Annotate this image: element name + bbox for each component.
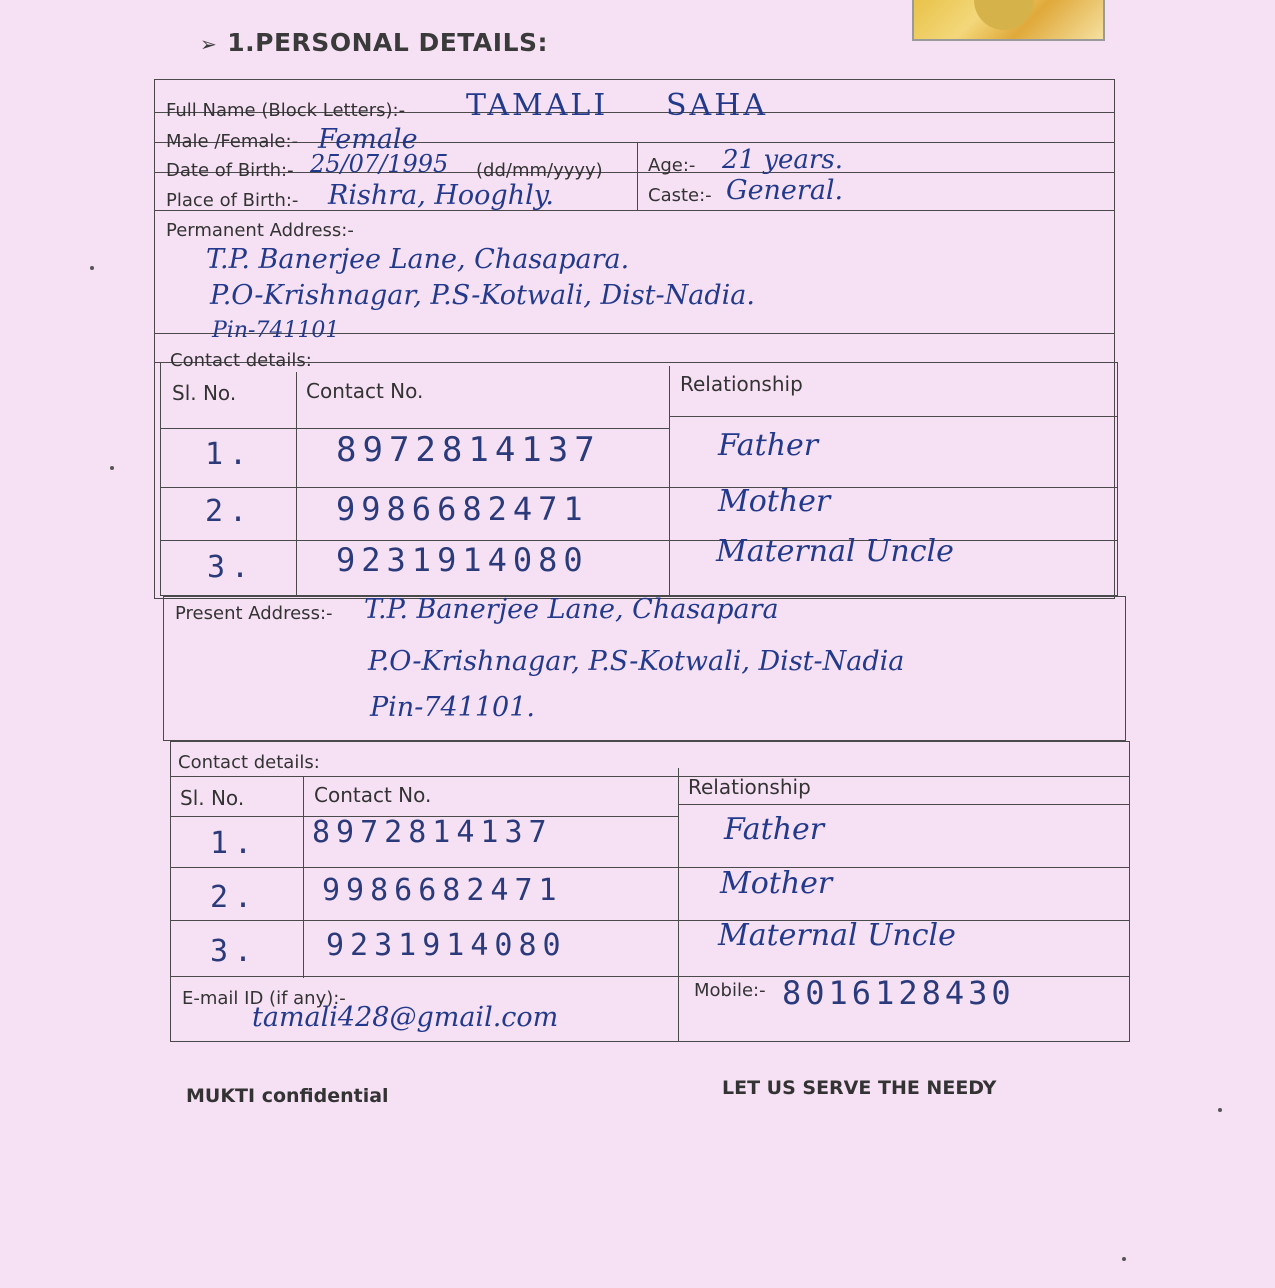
relationship-header-1: Relationship (680, 372, 803, 396)
footer-right: LET US SERVE THE NEEDY (722, 1077, 997, 1099)
contact-details-title-2: Contact details: (178, 752, 320, 773)
relationship-header-2: Relationship (688, 775, 811, 799)
rule (154, 172, 1115, 173)
table-row: 8972814137 (336, 430, 601, 470)
rule (160, 428, 669, 429)
table-row: 1. (210, 826, 259, 861)
permanent-address-label: Permanent Address:- (166, 220, 354, 241)
contact-details-title-1: Contact details: (170, 350, 312, 371)
sl-no-header-2: Sl. No. (180, 786, 245, 810)
table-row: Father (724, 812, 825, 847)
table-row: 9986682471 (322, 873, 563, 908)
rule (678, 804, 1130, 805)
dob-format-label: (dd/mm/yyyy) (476, 160, 603, 181)
rule (170, 867, 1130, 868)
present-address-label: Present Address:- (175, 603, 333, 624)
rule (669, 416, 1118, 417)
rule (154, 142, 1115, 143)
section-heading (200, 28, 548, 57)
rule (170, 920, 1130, 921)
contacts-table-1 (160, 362, 1118, 596)
mobile-label: Mobile:- (694, 980, 766, 1001)
table-row: 3. (207, 550, 256, 585)
table-row: Mother (718, 484, 831, 519)
rule (160, 540, 1118, 541)
caste-value: General. (726, 175, 844, 206)
table-row: 9986682471 (336, 490, 589, 528)
table-row: Father (718, 428, 819, 463)
permanent-address-line-2: P.O-Krishnagar, P.S-Kotwali, Dist-Nadia. (210, 280, 755, 311)
full-name-first: TAMALI (466, 88, 609, 123)
section-title: 1.PERSONAL DETAILS: (227, 28, 548, 57)
full-name-label: Full Name (Block Letters):- (166, 100, 406, 121)
present-address-line-3: Pin-741101. (370, 692, 535, 723)
rule (170, 776, 1130, 777)
table-row: 2. (210, 880, 259, 915)
place-of-birth-value: Rishra, Hooghly. (328, 180, 554, 211)
full-name-last: SAHA (666, 88, 769, 123)
present-address-line-1: T.P. Banerjee Lane, Chasapara (364, 594, 779, 625)
dob-label: Date of Birth:- (166, 160, 294, 181)
contact-no-header-1: Contact No. (306, 379, 424, 403)
speck (1122, 1257, 1126, 1261)
table-row: 8972814137 (312, 815, 553, 850)
speck (90, 266, 94, 270)
table-row: 3. (210, 934, 259, 969)
table-row: 9231914080 (336, 541, 589, 579)
rule (637, 142, 638, 210)
dob-value: 25/07/1995 (310, 150, 449, 178)
mobile-value: 8016128430 (782, 974, 1015, 1012)
gender-value: Female (318, 124, 418, 155)
applicant-photo (912, 0, 1105, 41)
table-row: 9231914080 (326, 928, 567, 963)
table-row: Maternal Uncle (716, 534, 954, 569)
arrow-bullet-icon: ➢ (200, 32, 218, 56)
age-value: 21 years. (722, 145, 843, 175)
age-label: Age:- (648, 155, 696, 176)
rule (303, 776, 304, 978)
present-address-line-2: P.O-Krishnagar, P.S-Kotwali, Dist-Nadia (368, 646, 905, 677)
sl-no-header-1: Sl. No. (172, 381, 237, 405)
contact-no-header-2: Contact No. (314, 783, 432, 807)
table-row: Maternal Uncle (718, 918, 956, 953)
table-row: 2. (205, 494, 254, 529)
speck (1218, 1108, 1222, 1112)
rule (296, 372, 297, 596)
photo-face (974, 0, 1034, 30)
permanent-address-line-1: T.P. Banerjee Lane, Chasapara. (206, 244, 630, 275)
rule (669, 366, 670, 596)
footer-left: MUKTI confidential (186, 1085, 389, 1107)
rule (160, 487, 1118, 488)
place-of-birth-label: Place of Birth:- (166, 190, 299, 211)
table-row: Mother (720, 866, 833, 901)
permanent-address-line-3: Pin-741101 (212, 318, 340, 343)
table-row: 1. (205, 437, 254, 472)
rule (678, 768, 679, 1042)
speck (110, 466, 114, 470)
gender-label: Male /Female:- (166, 131, 299, 152)
email-label: E-mail ID (if any):- (182, 988, 346, 1009)
email-value: tamali428@gmail.com (252, 1002, 559, 1033)
caste-label: Caste:- (648, 185, 712, 206)
